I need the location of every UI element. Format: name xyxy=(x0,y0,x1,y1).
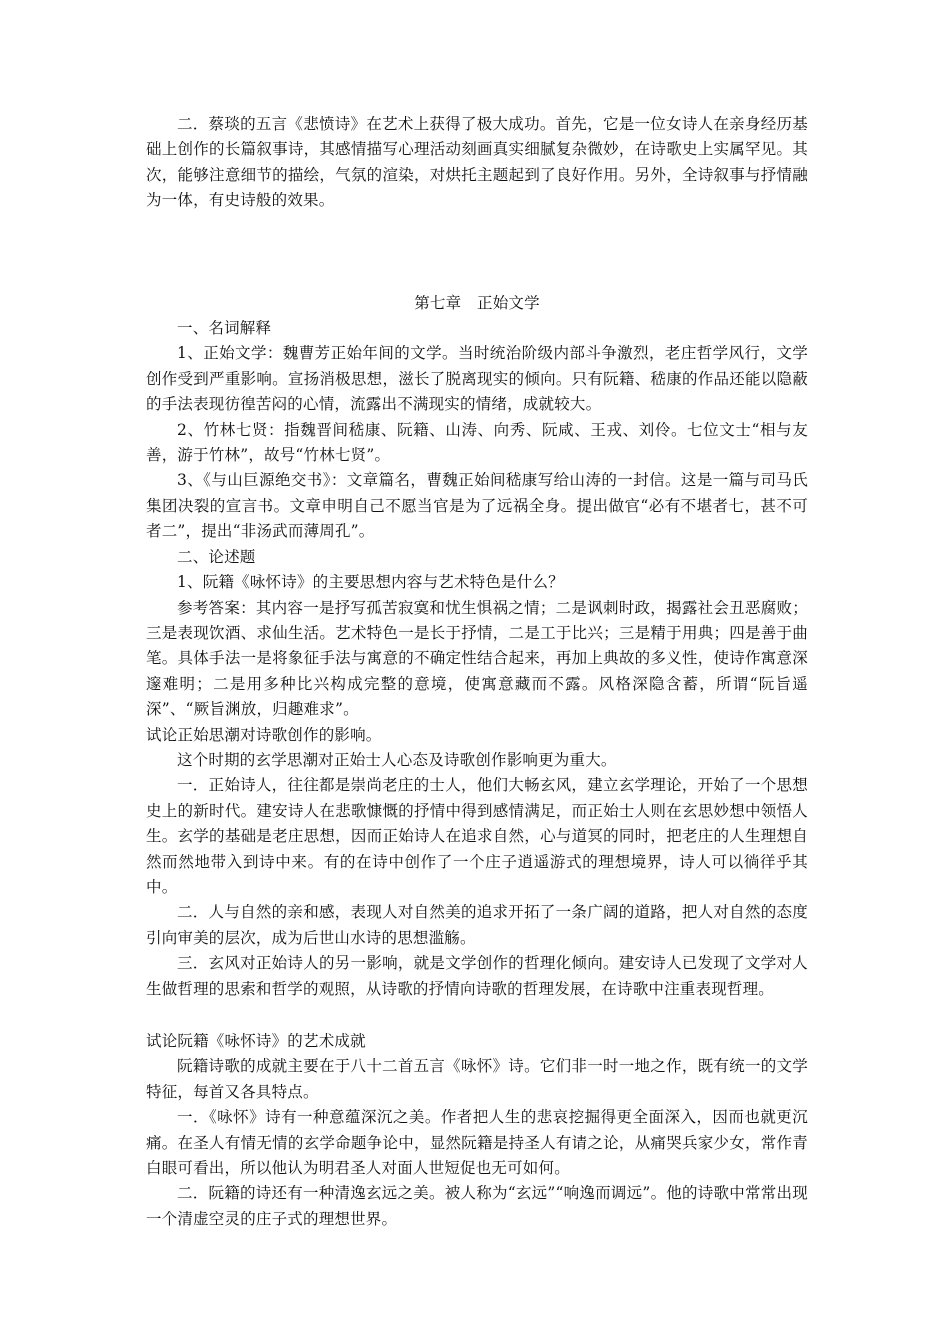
question-title: 1、阮籍《咏怀诗》的主要思想内容与艺术特色是什么？ xyxy=(177,573,564,592)
topic-title: 试论阮籍《咏怀诗》的艺术成就 xyxy=(146,1032,366,1050)
body-paragraph: 阮籍诗歌的成就主要在于八十二首五言《咏怀》诗。它们非一时一地之作，既有统一的文学特征，每首又各具特点。 xyxy=(146,1057,808,1101)
term-definition: 3、《与山巨源绝交书》：文章篇名，曹魏正始间嵇康写给山涛的一封信。这是一篇与司马氏集团决裂的宣言书。文章申明自己不愿当官是为了远祸全身。提出做官“必有不堪者七，甚不可者二”，提出“非汤武而薄周孔”。 xyxy=(146,471,808,541)
spacer xyxy=(146,1002,808,1029)
intro-paragraph: 二．蔡琰的五言《悲愤诗》在艺术上获得了极大成功。首先，它是一位女诗人在亲身经历基础上创作的长篇叙事诗，其感情描写心理活动刻画真实细腻复杂微妙，在诗歌史上实属罕见。其次，能够注意细节的描绘，气氛的渲染，对烘托主题起到了良好作用。另外，全诗叙事与抒情融为一体，有史诗般的效果。 xyxy=(146,115,808,210)
spacer xyxy=(146,214,808,291)
body-paragraph: 一．正始诗人，往往都是崇尚老庄的士人，他们大畅玄风，建立玄学理论，开始了一个思想史上的新时代。建安诗人在悲歌慷慨的抒情中得到感情满足，而正始士人则在玄思妙想中领悟人生。玄学的基础是老庄思想，因而正始诗人在追求自然，心与道冥的同时，把老庄的人生理想自然而然地带入到诗中来。有的在诗中创作了一个庄子逍遥游式的理想境界，诗人可以徜徉乎其中。 xyxy=(146,776,808,896)
body-paragraph: 一．《咏怀》诗有一种意蕴深沉之美。作者把人生的悲哀挖掘得更全面深入，因而也就更沉痛。在圣人有情无情的玄学命题争论中，显然阮籍是持圣人有请之论，从痛哭兵家少女，常作青白眼可看出，所以他认为明君圣人对面人世短促也无可如何。 xyxy=(146,1108,808,1178)
topic-title: 试论正始思潮对诗歌创作的影响。 xyxy=(146,725,382,744)
body-paragraph: 二．人与自然的亲和感，表现人对自然美的追求开拓了一条广阔的道路，把人对自然的态度引向审美的层次，成为后世山水诗的思想滥觞。 xyxy=(146,903,808,947)
term-definition: 2、竹林七贤：指魏晋间嵇康、阮籍、山涛、向秀、阮咸、王戎、刘伶。七位文士“相与友善，游于竹林”，故号“竹林七贤”。 xyxy=(146,420,808,465)
body-paragraph: 这个时期的玄学思潮对正始士人心态及诗歌创作影响更为重大。 xyxy=(177,750,617,769)
section-heading-terms: 一、名词解释 xyxy=(177,319,272,338)
section-heading-essay: 二、论述题 xyxy=(177,547,256,566)
body-paragraph: 二．阮籍的诗还有一种清逸玄远之美。被人称为“玄远”“响逸而调远”。他的诗歌中常常出现一个清虚空灵的庄子式的理想世界。 xyxy=(146,1184,808,1228)
answer-paragraph: 参考答案：其内容一是抒写孤苦寂寞和忧生惧祸之情；二是讽刺时政，揭露社会丑恶腐败；三是表现饮酒、求仙生活。艺术特色一是长于抒情，二是工于比兴；三是精于用典；四是善于曲笔。具体手法一是将象征手法与寓意的不确定性结合起来，再加上典故的多义性，使诗作寓意深邃难明；二是用多种比兴构成完整的意境，使寓意藏而不露。风格深隐含蓄，所谓“阮旨遥深”、“厥旨渊放，归趣难求”。 xyxy=(146,598,808,719)
document-page xyxy=(146,112,808,1232)
term-definition: 1、正始文学：魏曹芳正始年间的文学。当时统治阶级内部斗争激烈，老庄哲学风行，文学创作受到严重影响。宣扬消极思想，滋长了脱离现实的倾向。只有阮籍、嵇康的作品还能以隐蔽的手法表现彷徨苦闷的心情，流露出不满现实的情绪，成就较大。 xyxy=(146,344,808,414)
body-paragraph: 三．玄风对正始诗人的另一影响，就是文学创作的哲理化倾向。建安诗人已发现了文学对人生做哲理的思索和哲学的观照，从诗歌的抒情向诗歌的哲理发展，在诗歌中注重表现哲理。 xyxy=(146,954,808,998)
chapter-title: 第七章 正始文学 xyxy=(414,293,540,312)
